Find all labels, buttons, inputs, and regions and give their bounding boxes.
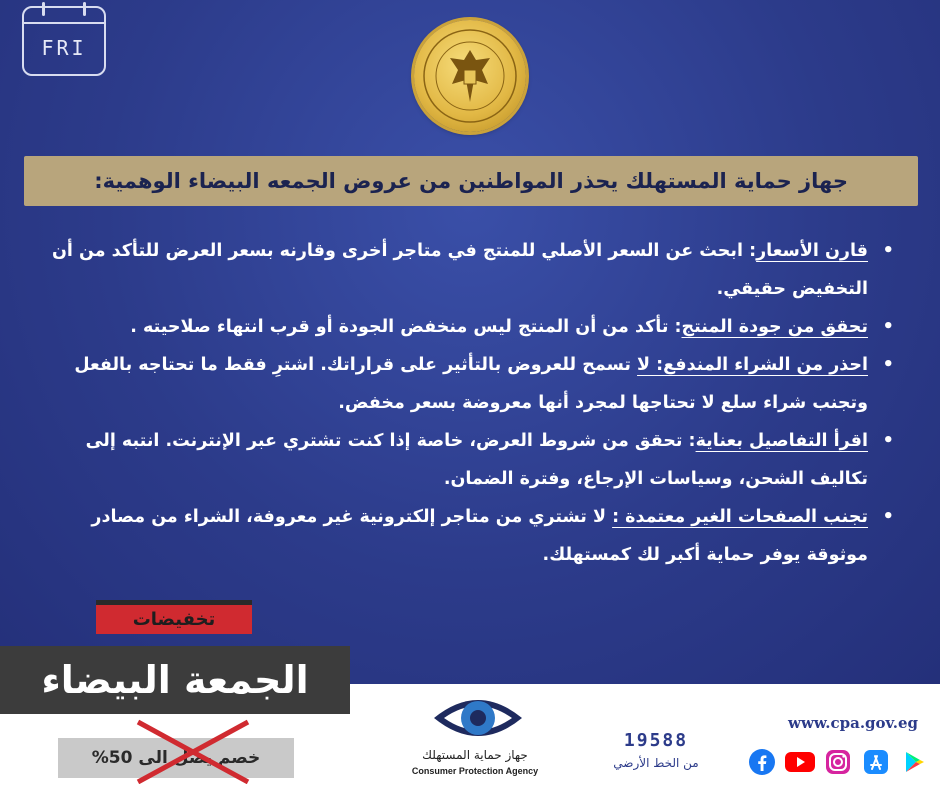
app-store-icon[interactable] bbox=[860, 746, 892, 778]
tip-text: : تحقق من شروط العرض، خاصة إذا كنت تشتري عبر الإنترنت. انتبه إلى تكاليف الشحن، وسياسات الإرجاع، وفترة الضمان. bbox=[85, 431, 868, 489]
tip-text: : ابحث عن السعر الأصلي للمنتج في متاجر أخرى وقارنه بسعر العرض للتأكد من أن التخفيض حقيقي. bbox=[51, 241, 868, 299]
cross-out-icon bbox=[98, 712, 278, 784]
tip-key: تحقق من جودة المنتج bbox=[681, 317, 868, 337]
black-friday-banner bbox=[0, 646, 350, 714]
tip-item bbox=[24, 346, 904, 422]
cabinet-seal-logo bbox=[414, 20, 526, 132]
headline-band bbox=[24, 156, 918, 206]
youtube-icon[interactable] bbox=[784, 746, 816, 778]
sale-tag-text: تخفيضات bbox=[132, 609, 216, 630]
calendar-day-label: FRI bbox=[41, 36, 87, 60]
tip-key: تجنب الصفحات الغير معتمدة : bbox=[612, 507, 868, 527]
calendar-icon bbox=[22, 6, 106, 76]
social-icons bbox=[746, 746, 930, 780]
headline-text: جهاز حماية المستهلك يحذر المواطنين من عروض الجمعه البيضاء الوهمية: bbox=[94, 169, 848, 193]
agency-name-ar: جهاز حماية المستهلك bbox=[422, 748, 528, 762]
discount-text: خصم يصل الى 50% bbox=[91, 748, 261, 768]
tip-item bbox=[24, 422, 904, 498]
instagram-icon[interactable] bbox=[822, 746, 854, 778]
website-link[interactable]: www.cpa.gov.eg bbox=[788, 714, 918, 732]
discount-badge bbox=[58, 738, 294, 778]
tip-key: اقرأ التفاصيل بعناية bbox=[695, 431, 868, 451]
google-play-icon[interactable] bbox=[898, 746, 930, 778]
tip-key: احذر من الشراء المندفع: لا bbox=[637, 355, 868, 375]
tip-text: لا تشتري من متاجر إلكترونية غير معروفة، الشراء من مصادر موثوقة يوفر حماية أكبر لك كمستهلك. bbox=[91, 507, 868, 565]
black-friday-text: الجمعة البيضاء bbox=[41, 658, 309, 702]
tip-item bbox=[24, 498, 904, 574]
cpa-eye-logo bbox=[430, 690, 526, 746]
tips-list bbox=[24, 232, 904, 574]
tip-item bbox=[24, 308, 904, 346]
tip-key: قارن الأسعار bbox=[756, 241, 868, 261]
hotline-number: 19588 bbox=[623, 730, 689, 751]
tip-text: تسمح للعروض بالتأثير على قراراتك. اشترِ فقط ما تحتاجه بالفعل وتجنب شراء سلع لا تحتاجها لمجرد أنها معروضة بسعر مخفض. bbox=[74, 355, 868, 413]
sale-tag bbox=[96, 600, 252, 634]
facebook-icon[interactable] bbox=[746, 746, 778, 778]
hotline-label: من الخط الأرضي bbox=[613, 756, 699, 770]
agency-name-en: Consumer Protection Agency bbox=[411, 766, 539, 776]
tip-text: : تأكد من أن المنتج ليس منخفض الجودة أو قرب انتهاء صلاحيته . bbox=[130, 317, 682, 337]
tip-item bbox=[24, 232, 904, 308]
